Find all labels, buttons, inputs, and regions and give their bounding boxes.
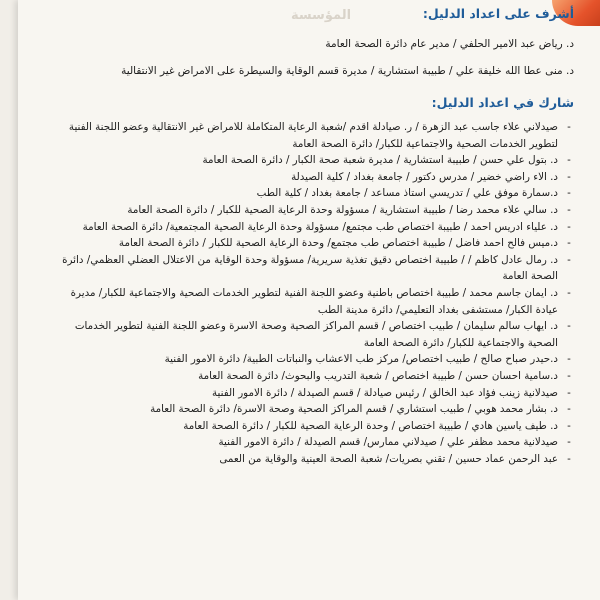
- list-bullet: -: [567, 452, 571, 465]
- participant-text: د. طيف ياسين هادي / طبيبة اختصاص / وحدة الرعاية الصحية للكبار / دائرة الصحة العامة: [183, 419, 558, 432]
- participant-text: د.ميس فالح احمد فاضل / طبيبة اختصاص طب مجتمع/ وحدة الرعاية الصحية للكبار / دائرة الصحة العامة: [118, 237, 558, 250]
- participant-list: [56, 119, 574, 467]
- participant-item: [56, 401, 574, 418]
- participant-item: [56, 235, 574, 252]
- participant-item: [56, 119, 574, 152]
- list-bullet: -: [567, 170, 571, 183]
- participant-item: [56, 285, 574, 318]
- list-bullet: -: [567, 154, 571, 167]
- participant-text: د. رمال عادل كاظم / / طبيبة اختصاص دقيق تغذية سريرية/ مسؤولة وحدة الوقاية من الاعتلال العضلي العظمي/ دائرة الصحة العامة: [62, 253, 558, 283]
- list-bullet: -: [567, 253, 571, 266]
- faded-header-text: المؤسسة: [290, 8, 352, 23]
- participant-text: د.حيدر صباح صالح / طبيب اختصاص/ مركز طب الاعشاب والنباتات الطبية/ دائرة الامور الفنية: [164, 353, 558, 366]
- list-bullet: -: [567, 369, 571, 382]
- supervised-heading: أشرف على اعداد الدليل:: [422, 6, 574, 21]
- participant-text: د.سمارة موفق علي / تدريسي استاذ مساعد / جامعة بغداد / كلية الطب: [256, 187, 558, 200]
- participants-heading: شارك في اعداد الدليل:: [431, 95, 574, 110]
- list-bullet: -: [567, 286, 571, 299]
- supervisor-line-2: د. منى عطا الله خليفة علي / طبيبة استشارية / مديرة قسم الوقاية والسيطرة على الامراض غير الانتقالية: [121, 65, 574, 77]
- list-bullet: -: [567, 436, 571, 449]
- participant-item: [56, 451, 574, 468]
- participant-text: صيدلاني علاء جاسب عبد الزهرة / ر. صيادلة اقدم /شعبة الرعاية المتكاملة للامراض غير الانتقالية وعضو اللجنة الفنية لتطوير الخدمات الصحية والاجتماعية للكبار/ دائرة الصحة العامة: [68, 121, 558, 150]
- participant-text: د. بتول علي حسن / طبيبة استشارية / مديرة شعبة صحة الكبار / دائرة الصحة العامة: [202, 154, 558, 167]
- participant-text: د. علياء ادريس احمد / طبيبة اختصاص طب مجتمع/ مسؤولة وحدة الرعاية الصحية المجتمعية/ دائرة الصحة العامة: [82, 220, 558, 233]
- list-bullet: -: [567, 187, 571, 200]
- list-bullet: -: [567, 320, 571, 333]
- participant-text: د. سالي علاء محمد رضا / طبيبة استشارية / مسؤولة وحدة الرعاية الصحية للكبار / دائرة الصحة العامة: [127, 203, 558, 216]
- list-bullet: -: [567, 121, 571, 133]
- participant-item: [56, 368, 574, 385]
- participant-item: [56, 219, 574, 236]
- participant-item: [56, 252, 574, 285]
- participant-item: [56, 169, 574, 186]
- list-bullet: -: [567, 237, 571, 250]
- participant-text: د.سامية احسان حسن / طبيبة اختصاص / شعبة التدريب والبحوث/ دائرة الصحة العامة: [198, 369, 558, 382]
- participant-item: [56, 385, 574, 402]
- list-bullet: -: [567, 203, 571, 216]
- document-page: [18, 0, 600, 600]
- list-bullet: -: [567, 386, 571, 399]
- participant-item: [56, 418, 574, 435]
- list-bullet: -: [567, 353, 571, 366]
- participant-item: [56, 434, 574, 451]
- list-bullet: -: [567, 403, 571, 416]
- participant-text: صيدلانية زينب فؤاد عبد الخالق / رئيس صيادلة / قسم الصيدلة / دائرة الامور الفنية: [212, 386, 558, 399]
- participant-text: د. ايهاب سالم سليمان / طبيب اختصاص / قسم المراكز الصحية وصحة الاسرة وعضو اللجنة الفنية لتطوير الخدمات الصحية والاجتماعية للكبار/ دائرة الصحة العامة: [74, 320, 558, 349]
- participant-text: صيدلانية محمد مظفر علي / صيدلاني ممارس/ قسم الصيدلة / دائرة الامور الفنية: [218, 436, 558, 449]
- participant-item: [56, 318, 574, 351]
- participant-item: [56, 185, 574, 202]
- participant-text: د. ايمان جاسم محمد / طبيبة اختصاص باطنية وعضو اللجنة الفنية لتطوير الخدمات الصحية والاجتماعية للكبار/ مديرة عيادة الكبار/ مستشفى بغداد التعليمي/ دائرة مدينة الطب: [70, 286, 558, 316]
- supervisor-line-1: د. رياض عبد الامير الحلفي / مدير عام دائرة الصحة العامة: [325, 38, 574, 50]
- participant-text: د. بشار محمد هوبي / طبيب استشاري / قسم المراكز الصحية وصحة الاسرة/ دائرة الصحة العامة: [150, 403, 558, 416]
- list-bullet: -: [567, 419, 571, 432]
- participant-item: [56, 152, 574, 169]
- list-bullet: -: [567, 220, 571, 233]
- participant-text: عبد الرحمن عماد حسين / تقني بصريات/ شعبة الصحة العينية والوقاية من العمى: [219, 452, 558, 465]
- participant-text: د. الاء راضي خضير / مدرس دكتور / جامعة بغداد / كلية الصيدلة: [291, 170, 558, 183]
- participant-item: [56, 351, 574, 368]
- participant-item: [56, 202, 574, 219]
